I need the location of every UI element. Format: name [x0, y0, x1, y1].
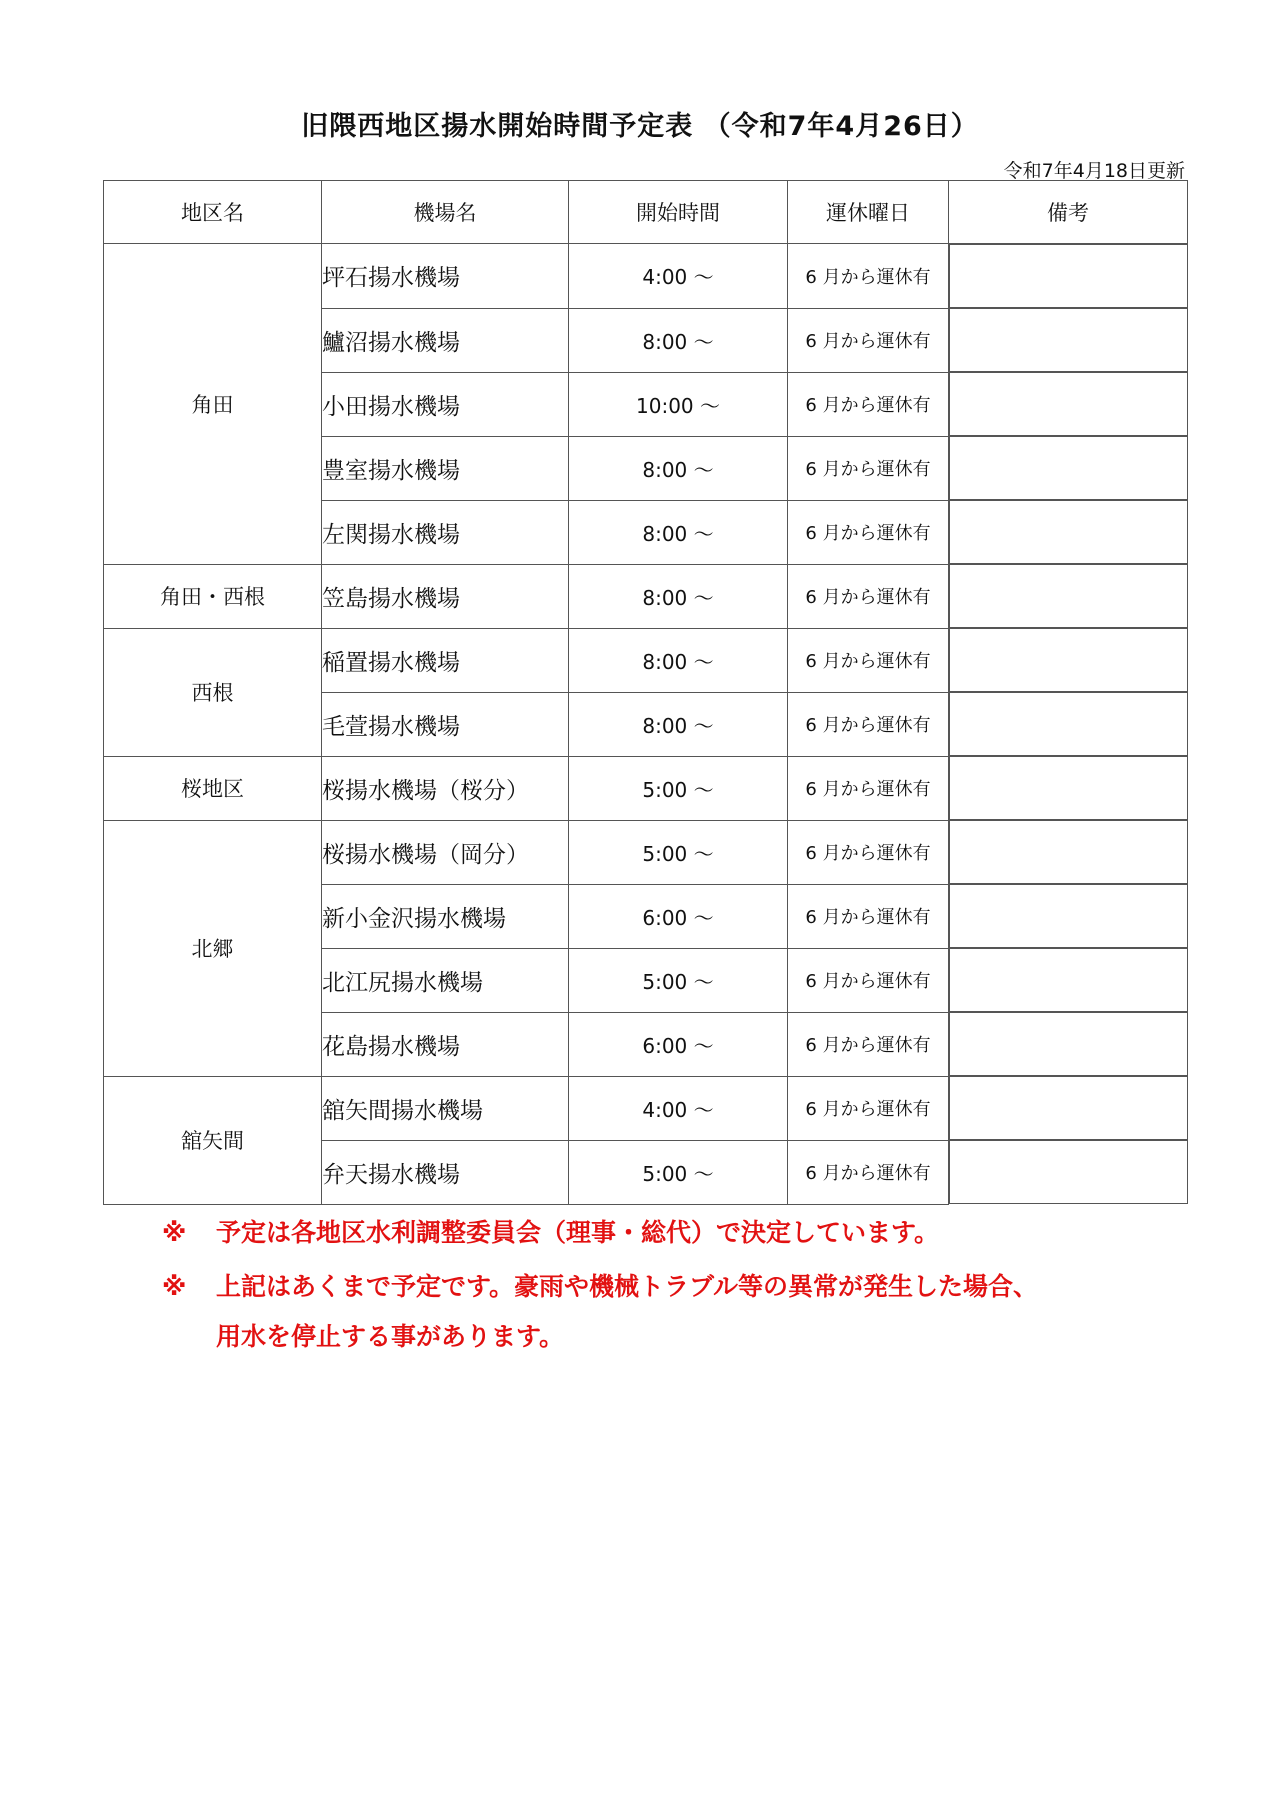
closure-cell: 6 月から運休有 [788, 628, 949, 692]
closure-cell: 6 月から運休有 [788, 308, 949, 372]
closure-cell: 6 月から運休有 [788, 884, 949, 948]
remarks-cell [949, 948, 1188, 1012]
note-2 [162, 1260, 1038, 1314]
time-cell: 8:00 ～ [569, 628, 788, 692]
time-cell: 4:00 ～ [569, 1076, 788, 1140]
remarks-cell [949, 1076, 1188, 1140]
time-cell: 5:00 ～ [569, 820, 788, 884]
station-cell: 舘矢間揚水機場 [322, 1076, 569, 1140]
remarks-cell [949, 756, 1188, 820]
remarks-cell [949, 308, 1188, 372]
header-station: 機場名 [322, 181, 569, 244]
station-cell: 桜揚水機場（桜分） [322, 756, 569, 820]
schedule-body [104, 244, 1188, 1205]
table-row [104, 628, 1188, 692]
note-mark: ※ [162, 1272, 187, 1301]
note-2-continued: 用水を停止する事があります。 [216, 1322, 565, 1351]
station-cell: 坪石揚水機場 [322, 244, 569, 309]
note-text: 上記はあくまで予定です。豪雨や機械トラブル等の異常が発生した場合、 [216, 1272, 1039, 1301]
district-cell: 角田 [104, 244, 322, 565]
time-cell: 10:00 ～ [569, 372, 788, 436]
remarks-cell [949, 500, 1188, 564]
time-cell: 8:00 ～ [569, 692, 788, 756]
station-cell: 豊室揚水機場 [322, 436, 569, 500]
remarks-cell [949, 884, 1188, 948]
district-cell: 舘矢間 [104, 1076, 322, 1204]
remarks-cell [949, 244, 1188, 308]
closure-cell: 6 月から運休有 [788, 820, 949, 884]
time-cell: 8:00 ～ [569, 500, 788, 564]
station-cell: 毛萱揚水機場 [322, 692, 569, 756]
station-cell: 花島揚水機場 [322, 1012, 569, 1076]
time-cell: 5:00 ～ [569, 1140, 788, 1204]
closure-cell: 6 月から運休有 [788, 756, 949, 820]
remarks-cell [949, 628, 1188, 692]
time-cell: 6:00 ～ [569, 884, 788, 948]
time-cell: 8:00 ～ [569, 564, 788, 628]
closure-cell: 6 月から運休有 [788, 1140, 949, 1204]
table-row [104, 1076, 1188, 1140]
station-cell: 左関揚水機場 [322, 500, 569, 564]
station-cell: 鱸沼揚水機場 [322, 308, 569, 372]
time-cell: 4:00 ～ [569, 244, 788, 309]
district-cell: 北郷 [104, 820, 322, 1076]
remarks-cell [949, 692, 1188, 756]
station-cell: 笠島揚水機場 [322, 564, 569, 628]
district-cell: 桜地区 [104, 756, 322, 820]
notes [162, 1206, 1038, 1360]
closure-cell: 6 月から運休有 [788, 372, 949, 436]
table-row [104, 564, 1188, 628]
station-cell: 弁天揚水機場 [322, 1140, 569, 1204]
updated-date: 令和7年4月18日更新 [1003, 160, 1185, 182]
header-start-time: 開始時間 [569, 181, 788, 244]
closure-cell: 6 月から運休有 [788, 692, 949, 756]
station-cell: 北江尻揚水機場 [322, 948, 569, 1012]
district-cell: 角田・西根 [104, 564, 322, 628]
page-title: 旧隈西地区揚水開始時間予定表 （令和7年4月26日） [301, 111, 979, 142]
station-cell: 小田揚水機場 [322, 372, 569, 436]
time-cell: 5:00 ～ [569, 948, 788, 1012]
closure-cell: 6 月から運休有 [788, 948, 949, 1012]
time-cell: 5:00 ～ [569, 756, 788, 820]
remarks-cell [949, 820, 1188, 884]
note-mark: ※ [162, 1218, 187, 1247]
closure-cell: 6 月から運休有 [788, 244, 949, 309]
district-cell: 西根 [104, 628, 322, 756]
remarks-cell [949, 564, 1188, 628]
note-1 [162, 1206, 1038, 1260]
closure-cell: 6 月から運休有 [788, 564, 949, 628]
remarks-cell [949, 372, 1188, 436]
remarks-cell [949, 436, 1188, 500]
remarks-cell [949, 1140, 1188, 1204]
header-closure-day: 運休曜日 [788, 181, 949, 244]
closure-cell: 6 月から運休有 [788, 500, 949, 564]
schedule-table [103, 180, 1188, 1205]
closure-cell: 6 月から運休有 [788, 1012, 949, 1076]
time-cell: 8:00 ～ [569, 308, 788, 372]
remarks-cell [949, 1012, 1188, 1076]
time-cell: 8:00 ～ [569, 436, 788, 500]
table-row [104, 756, 1188, 820]
closure-cell: 6 月から運休有 [788, 436, 949, 500]
closure-cell: 6 月から運休有 [788, 1076, 949, 1140]
table-row [104, 244, 1188, 309]
table-row [104, 820, 1188, 884]
station-cell: 桜揚水機場（岡分） [322, 820, 569, 884]
note-text: 予定は各地区水利調整委員会（理事・総代）で決定しています。 [216, 1218, 940, 1247]
station-cell: 稲置揚水機場 [322, 628, 569, 692]
header-district: 地区名 [104, 181, 322, 244]
table-header-row [104, 181, 1188, 244]
station-cell: 新小金沢揚水機場 [322, 884, 569, 948]
time-cell: 6:00 ～ [569, 1012, 788, 1076]
header-remarks: 備考 [949, 181, 1188, 244]
